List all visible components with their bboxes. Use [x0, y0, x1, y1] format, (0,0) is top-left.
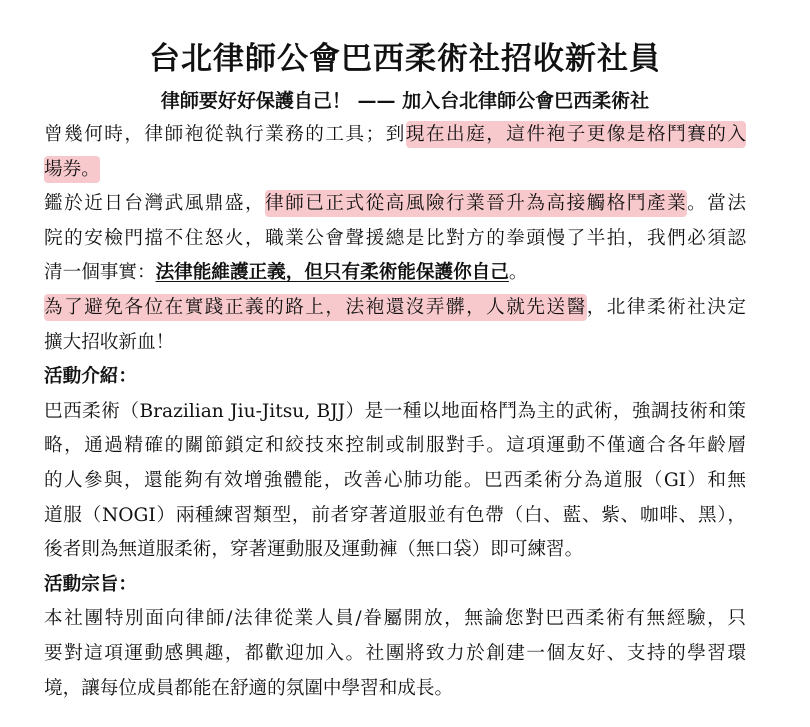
text-line [44, 499, 746, 534]
text-segment: 略，通過精確的關節鎖定和絞技來控制或制服對手。這項運動不僅適合各年齡層 [44, 435, 746, 457]
subtitle: 律師要好好保護自己！ —— 加入台北律師公會巴西柔術社 [160, 90, 650, 112]
text-segment: 道服（NOGI）兩種練習類型，前者穿著道服並有色帶（白、藍、紫、咖啡、黑）， [44, 504, 746, 526]
text-segment: 本社團特別面向律師/法律從業人員/眷屬開放，無論您對巴西柔術有無經驗，只 [44, 608, 746, 630]
text-segment: 曾幾何時，律師袍從執行業務的工具；到 [44, 124, 406, 145]
text-line [44, 395, 746, 430]
text-segment: 要對這項運動感興趣，都歡迎加入。社團將致力於創建一個友好、支持的學習環 [44, 642, 746, 664]
text-line [44, 602, 746, 637]
text-segment: 活動介紹： [44, 366, 137, 388]
highlighted-text: 為了避免各位在實踐正義的路上，法袍還沒弄髒，人就先送醫 [44, 294, 587, 321]
text-segment: 清一個事實： [44, 262, 156, 284]
text-segment: 擴大招收新血！ [44, 331, 175, 353]
text-segment: 後者則為無道服柔術，穿著運動服及運動褲（無口袋）即可練習。 [44, 539, 584, 561]
text-line [44, 429, 746, 464]
text-segment: 活動宗旨： [44, 573, 137, 595]
text-segment: 鑑於近日台灣武風鼎盛， [44, 193, 266, 215]
text-line [44, 187, 746, 222]
highlighted-text: 律師已正式從高風險行業晉升為高接觸格鬥產業 [265, 190, 687, 217]
text-line [44, 153, 746, 188]
text-line [44, 222, 746, 257]
section-heading [44, 568, 746, 603]
text-segment: 。當法 [687, 193, 746, 215]
text-line [44, 464, 746, 499]
text-line [44, 256, 746, 291]
text-segment: 境，讓每位成員都能在舒適的氛圍中學習和成長。 [44, 677, 454, 699]
text-line [44, 326, 746, 361]
text-segment: 。 [508, 262, 528, 284]
text-line [44, 672, 746, 707]
highlighted-text: 現在出庭，這件袍子更像是格鬥賽的入 [406, 121, 746, 148]
text-line [44, 118, 746, 153]
emphasized-text: 法律能維護正義，但只有柔術能保護你自己 [155, 262, 509, 284]
highlighted-text: 場券。 [44, 156, 100, 183]
text-segment: 巴西柔術（Brazilian Jiu-Jitsu, BJJ）是一種以地面格鬥為主的武術，強調技術和策 [44, 400, 746, 422]
text-line [44, 533, 746, 568]
section-heading [44, 360, 746, 395]
page-title: 台北律師公會巴西柔術社招收新社員 [149, 41, 661, 77]
text-segment: 院的安檢門擋不住怒火，職業公會聲援總是比對方的拳頭慢了半拍，我們必須認 [44, 227, 746, 249]
text-segment: 的人參與，還能夠有效增強體能，改善心肺功能。巴西柔術分為道服（GI）和無 [44, 469, 746, 491]
text-segment: ，北律柔術社決定 [586, 296, 746, 318]
text-line [44, 637, 746, 672]
text-line [44, 291, 746, 326]
document-body [44, 118, 746, 706]
